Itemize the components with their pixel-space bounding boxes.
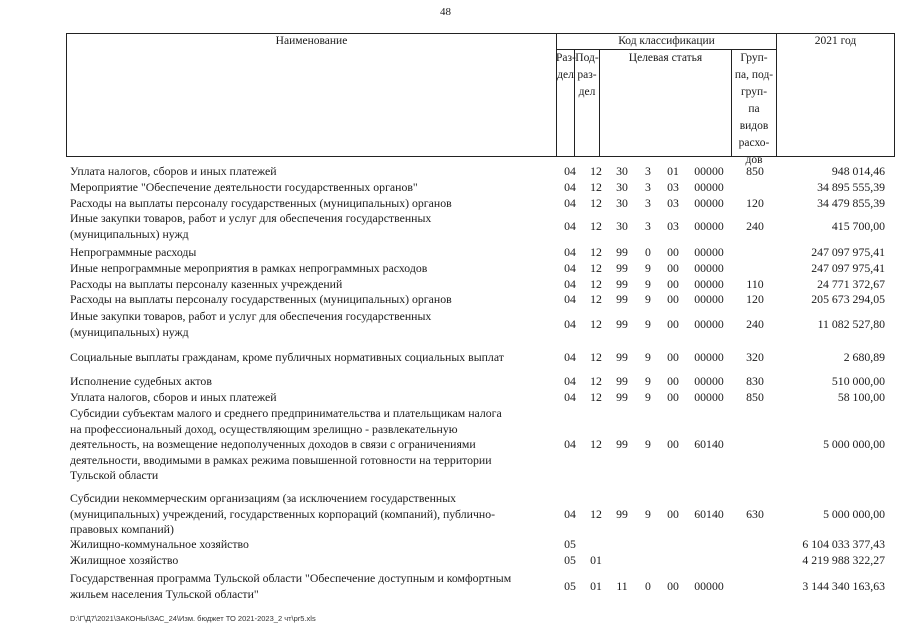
row-code-a: 99 [616, 350, 628, 364]
table-row [0, 292, 905, 308]
row-amount: 24 771 372,67 [817, 277, 885, 291]
row-code-b: 9 [645, 374, 651, 388]
row-name-line: Иные закупки товаров, работ и услуг для обеспечения государственных [70, 309, 432, 323]
row-name-line: Расходы на выплаты персоналу казенных учреждений [70, 277, 343, 291]
header-code: Код классификации [618, 35, 715, 47]
row-name-line: на профессиональный доход, осуществляющим зрелищно - развлекательную [70, 421, 458, 436]
row-amount: 2 680,89 [843, 350, 885, 364]
row-code-c: 00 [667, 578, 679, 593]
row-code-a: 99 [616, 277, 628, 291]
table-header [66, 33, 895, 166]
row-amount: 510 000,00 [831, 374, 885, 388]
row-code-g: 630 [746, 506, 764, 521]
row-code-r: 04 [564, 180, 576, 194]
row-code-b: 0 [645, 245, 651, 259]
row-code-b: 9 [645, 261, 651, 275]
row-code-d: 00000 [694, 390, 724, 404]
row-code-p: 12 [590, 292, 602, 306]
row-code-g: 320 [746, 350, 764, 364]
row-amount: 247 097 975,41 [811, 261, 885, 275]
row-code-d: 00000 [694, 350, 724, 364]
table-row [0, 261, 905, 277]
file-path-footer: D:\Г\Д7\2021\ЗАКОНЫ\ЗАС_24\Изм. бюджет ТО 2021-2023_2 чт\pr5.xls [70, 614, 316, 623]
row-code-a: 99 [616, 292, 628, 306]
row-code-r: 05 [564, 537, 576, 551]
row-code-g: 110 [746, 277, 764, 291]
row-code-r: 04 [564, 196, 576, 210]
table-row [0, 196, 905, 212]
row-amount: 247 097 975,41 [811, 245, 885, 259]
row-code-c: 03 [667, 196, 679, 210]
row-code-c: 00 [667, 277, 679, 291]
row-code-a: 30 [616, 196, 628, 210]
row-amount: 58 100,00 [837, 390, 885, 404]
row-name-line: деятельности, вводимыми в рамках режима повышенной готовности на территории [70, 452, 492, 467]
row-amount: 415 700,00 [831, 218, 885, 233]
table-row [0, 309, 905, 340]
row-code-c: 01 [667, 164, 679, 178]
row-name [70, 537, 550, 553]
row-name-line: правовых компаний) [70, 522, 174, 536]
row-code-a: 99 [616, 390, 628, 404]
row-code-b: 3 [645, 218, 651, 233]
table-row [0, 211, 905, 242]
row-name [70, 491, 550, 538]
row-name-line: (муниципальных) нужд [70, 226, 189, 241]
row-code-c: 00 [667, 437, 679, 451]
row-code-r: 04 [564, 164, 576, 178]
row-code-c: 00 [667, 316, 679, 331]
row-code-p: 12 [590, 316, 602, 331]
row-code-r: 05 [564, 553, 576, 567]
row-name [70, 553, 550, 569]
row-name-line: (муниципальных) учреждений, государственных корпораций (компаний), публично- [70, 506, 496, 521]
row-amount: 4 219 988 322,27 [802, 553, 885, 567]
row-code-d: 60140 [694, 437, 724, 451]
row-amount: 5 000 000,00 [823, 506, 885, 521]
row-name [70, 390, 550, 406]
row-code-c: 03 [667, 180, 679, 194]
row-name-line: Тульской области [70, 468, 159, 482]
row-name [70, 245, 550, 261]
row-code-d: 00000 [694, 196, 724, 210]
row-code-b: 9 [645, 390, 651, 404]
row-name-line: деятельность, на возмещение недополученных доходов в связи с ограничениями [70, 437, 476, 451]
row-name [70, 309, 550, 340]
row-code-r: 04 [564, 374, 576, 388]
row-code-c: 00 [667, 261, 679, 275]
table-row [0, 553, 905, 569]
row-code-p: 12 [590, 261, 602, 275]
table-row [0, 537, 905, 553]
row-name [70, 571, 550, 602]
row-code-g: 850 [746, 164, 764, 178]
row-name-line: Расходы на выплаты персоналу государственных (муниципальных) органов [70, 196, 452, 210]
row-code-a: 30 [616, 180, 628, 194]
row-code-a: 99 [616, 245, 628, 259]
table-row [0, 277, 905, 293]
row-name-line: Субсидии субъектам малого и среднего предпринимательства и плательщикам налога [70, 406, 502, 420]
row-code-p: 12 [590, 350, 602, 364]
row-amount: 11 082 527,80 [817, 316, 885, 331]
row-code-g: 120 [746, 196, 764, 210]
page-number: 48 [440, 6, 451, 18]
row-amount: 34 895 555,39 [817, 180, 885, 194]
row-code-r: 04 [564, 390, 576, 404]
row-code-a: 99 [616, 316, 628, 331]
row-name-line: жильем населения Тульской области" [70, 586, 259, 601]
row-code-b: 9 [645, 350, 651, 364]
row-code-a: 99 [616, 374, 628, 388]
row-code-p: 01 [590, 578, 602, 593]
row-code-r: 04 [564, 316, 576, 331]
header-group: Груп- па, под- груп- па видов расхо- дов [734, 52, 774, 166]
row-code-g: 240 [746, 218, 764, 233]
row-amount: 205 673 294,05 [811, 292, 885, 306]
table-row [0, 406, 905, 484]
row-amount: 5 000 000,00 [823, 437, 885, 451]
row-code-a: 99 [616, 506, 628, 521]
row-name-line: Иные непрограммные мероприятия в рамках непрограммных расходов [70, 261, 428, 275]
row-code-p: 12 [590, 180, 602, 194]
row-name-line: Уплата налогов, сборов и иных платежей [70, 164, 277, 178]
row-code-b: 9 [645, 292, 651, 306]
row-code-r: 04 [564, 261, 576, 275]
row-name-line: Мероприятие "Обеспечение деятельности государственных органов" [70, 180, 418, 194]
row-name-line: Социальные выплаты гражданам, кроме публичных нормативных социальных выплат [70, 350, 504, 364]
row-amount: 6 104 033 377,43 [802, 537, 885, 551]
row-code-r: 04 [564, 350, 576, 364]
header-year-cell [776, 33, 895, 157]
table-row [0, 164, 905, 180]
row-code-b: 9 [645, 506, 651, 521]
row-code-b: 3 [645, 196, 651, 210]
row-code-d: 00000 [694, 218, 724, 233]
row-code-d: 00000 [694, 180, 724, 194]
row-code-p: 01 [590, 553, 602, 567]
header-razdel: Раз- дел [556, 52, 576, 81]
table-row [0, 350, 905, 366]
table-row [0, 491, 905, 538]
row-code-p: 12 [590, 245, 602, 259]
row-name-line: Непрограммные расходы [70, 245, 197, 259]
row-name-line: Исполнение судебных актов [70, 374, 212, 388]
row-amount: 948 014,46 [831, 164, 885, 178]
row-name [70, 350, 550, 366]
row-name [70, 261, 550, 277]
row-name-line: Расходы на выплаты персоналу государственных (муниципальных) органов [70, 292, 452, 306]
row-name-line: Субсидии некоммерческим организациям (за исключением государственных [70, 491, 457, 505]
row-code-b: 3 [645, 180, 651, 194]
row-code-a: 30 [616, 164, 628, 178]
row-code-r: 04 [564, 218, 576, 233]
header-name-cell [66, 33, 557, 157]
row-name [70, 164, 550, 180]
row-code-d: 00000 [694, 164, 724, 178]
row-code-p: 12 [590, 390, 602, 404]
row-name-line: Жилищно-коммунальное хозяйство [70, 537, 249, 551]
row-code-r: 04 [564, 437, 576, 451]
row-code-a: 99 [616, 261, 628, 275]
row-name [70, 374, 550, 390]
row-code-r: 04 [564, 245, 576, 259]
table-row [0, 374, 905, 390]
row-code-a: 99 [616, 437, 628, 451]
row-code-d: 00000 [694, 374, 724, 388]
row-code-p: 12 [590, 277, 602, 291]
row-code-r: 04 [564, 277, 576, 291]
row-name [70, 277, 550, 293]
header-name: Наименование [275, 35, 348, 47]
table-row [0, 390, 905, 406]
row-code-g: 240 [746, 316, 764, 331]
row-code-c: 00 [667, 350, 679, 364]
row-amount: 34 479 855,39 [817, 196, 885, 210]
row-name-line: Государственная программа Тульской области "Обеспечение доступным и комфортным [70, 571, 512, 585]
row-name [70, 292, 550, 308]
row-name-line: Жилищное хозяйство [70, 553, 179, 567]
row-code-c: 00 [667, 245, 679, 259]
table-row [0, 571, 905, 602]
row-code-b: 0 [645, 578, 651, 593]
row-code-p: 12 [590, 374, 602, 388]
row-code-c: 00 [667, 390, 679, 404]
row-code-b: 9 [645, 277, 651, 291]
row-code-g: 830 [746, 374, 764, 388]
row-code-c: 03 [667, 218, 679, 233]
row-code-g: 120 [746, 292, 764, 306]
row-name-line: Иные закупки товаров, работ и услуг для обеспечения государственных [70, 211, 432, 225]
row-code-a: 30 [616, 218, 628, 233]
row-name-line: (муниципальных) нужд [70, 324, 189, 339]
header-year: 2021 год [814, 35, 857, 47]
row-code-d: 00000 [694, 292, 724, 306]
header-target: Целевая статья [628, 52, 703, 64]
row-code-b: 3 [645, 164, 651, 178]
row-code-c: 00 [667, 292, 679, 306]
row-name [70, 196, 550, 212]
row-code-d: 00000 [694, 578, 724, 593]
row-code-b: 9 [645, 437, 651, 451]
row-code-d: 00000 [694, 245, 724, 259]
row-code-d: 60140 [694, 506, 724, 521]
row-code-c: 00 [667, 506, 679, 521]
row-amount: 3 144 340 163,63 [802, 578, 885, 593]
row-code-g: 850 [746, 390, 764, 404]
row-code-r: 04 [564, 506, 576, 521]
row-code-a: 11 [616, 578, 628, 593]
row-code-c: 00 [667, 374, 679, 388]
row-code-p: 12 [590, 506, 602, 521]
header-podrazdel: Под- раз- дел [575, 52, 599, 98]
row-code-b: 9 [645, 316, 651, 331]
row-name [70, 180, 550, 196]
table-row [0, 180, 905, 196]
row-name [70, 211, 550, 242]
table-row [0, 245, 905, 261]
row-code-d: 00000 [694, 261, 724, 275]
row-code-p: 12 [590, 437, 602, 451]
row-code-d: 00000 [694, 316, 724, 331]
row-code-d: 00000 [694, 277, 724, 291]
row-name-line: Уплата налогов, сборов и иных платежей [70, 390, 277, 404]
row-code-p: 12 [590, 164, 602, 178]
row-code-p: 12 [590, 196, 602, 210]
row-code-p: 12 [590, 218, 602, 233]
row-code-r: 04 [564, 292, 576, 306]
row-name [70, 406, 550, 484]
row-code-r: 05 [564, 578, 576, 593]
